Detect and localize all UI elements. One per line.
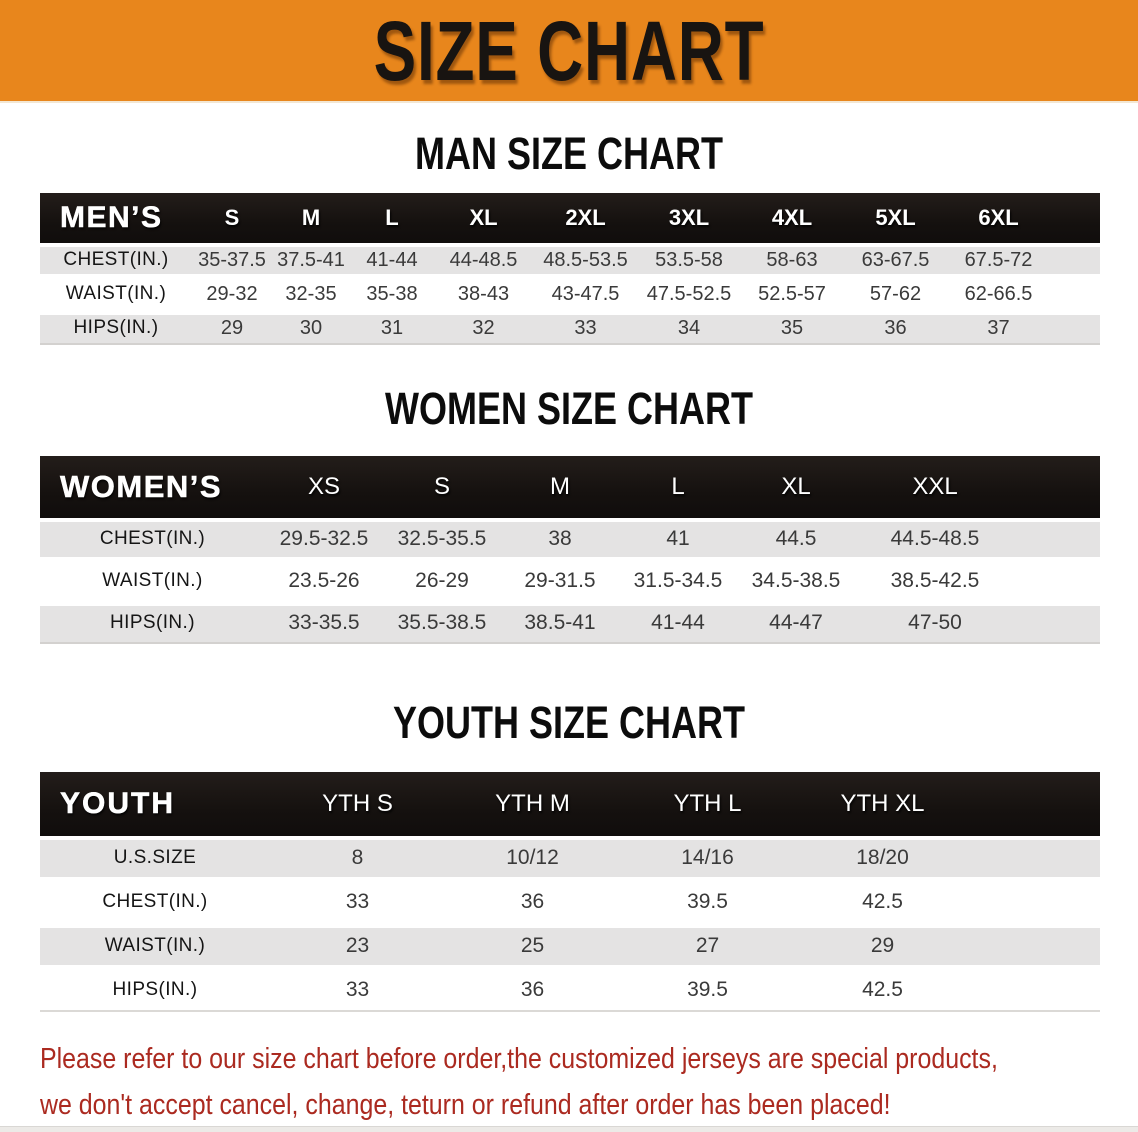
- spacer-cell: [970, 772, 1100, 836]
- size-cell: 18/20: [795, 836, 970, 880]
- row-label: HIPS(IN.): [40, 602, 265, 644]
- banner-title: SIZE CHART: [373, 3, 765, 98]
- size-cell: 67.5-72: [947, 243, 1050, 277]
- spacer-cell: [970, 880, 1100, 924]
- size-cell: 38.5-42.5: [855, 560, 1015, 602]
- size-cell: 41-44: [619, 602, 737, 644]
- size-cell: 30: [272, 311, 350, 345]
- spacer-cell: [970, 968, 1100, 1012]
- man-size-chart-section: [0, 128, 1138, 345]
- size-cell: 52.5-57: [740, 277, 844, 311]
- size-cell: 53.5-58: [638, 243, 740, 277]
- size-cell: 44.5: [737, 518, 855, 560]
- youth-header-row: [40, 772, 1100, 836]
- size-cell: 44-48.5: [434, 243, 533, 277]
- youth-ussize-row: [40, 836, 1100, 880]
- size-cell: 33-35.5: [265, 602, 383, 644]
- spacer-cell: [1015, 602, 1100, 644]
- size-cell: 62-66.5: [947, 277, 1050, 311]
- size-cell: 34.5-38.5: [737, 560, 855, 602]
- size-cell: 37.5-41: [272, 243, 350, 277]
- column-header: 6XL: [947, 193, 1050, 243]
- man-size-chart-heading: MAN SIZE CHART: [415, 128, 723, 179]
- row-label: U.S.SIZE: [40, 836, 270, 880]
- size-cell: 36: [445, 968, 620, 1012]
- column-header: L: [619, 456, 737, 518]
- column-header: YTH M: [445, 772, 620, 836]
- size-cell: 43-47.5: [533, 277, 638, 311]
- youth-category-header: YOUTH: [40, 772, 270, 836]
- spacer-cell: [1050, 243, 1100, 277]
- size-cell: 58-63: [740, 243, 844, 277]
- size-cell: 34: [638, 311, 740, 345]
- size-cell: 32: [434, 311, 533, 345]
- size-cell: 31.5-34.5: [619, 560, 737, 602]
- youth-size-chart-heading: YOUTH SIZE CHART: [392, 697, 745, 748]
- size-cell: 44-47: [737, 602, 855, 644]
- row-label: HIPS(IN.): [40, 968, 270, 1012]
- size-cell: 29-32: [192, 277, 272, 311]
- row-label: CHEST(IN.): [40, 243, 192, 277]
- size-cell: 25: [445, 924, 620, 968]
- size-cell: 23.5-26: [265, 560, 383, 602]
- size-cell: 39.5: [620, 968, 795, 1012]
- size-cell: 57-62: [844, 277, 947, 311]
- size-cell: 32.5-35.5: [383, 518, 501, 560]
- column-header: YTH L: [620, 772, 795, 836]
- size-cell: 36: [844, 311, 947, 345]
- size-cell: 29-31.5: [501, 560, 619, 602]
- size-cell: 23: [270, 924, 445, 968]
- spacer-cell: [1015, 560, 1100, 602]
- youth-waist-row: [40, 924, 1100, 968]
- disclaimer-line-2: we don't accept cancel, change, teturn or refund after order has been placed!: [40, 1089, 891, 1122]
- row-label: HIPS(IN.): [40, 311, 192, 345]
- men-hips-row: [40, 311, 1100, 345]
- size-cell: 47.5-52.5: [638, 277, 740, 311]
- column-header: YTH S: [270, 772, 445, 836]
- row-label: WAIST(IN.): [40, 277, 192, 311]
- size-cell: 29: [192, 311, 272, 345]
- row-label: CHEST(IN.): [40, 880, 270, 924]
- column-header: 4XL: [740, 193, 844, 243]
- column-header: XL: [434, 193, 533, 243]
- youth-size-chart-section: [0, 697, 1138, 1012]
- men-header-row: [40, 193, 1100, 243]
- size-cell: 41-44: [350, 243, 434, 277]
- youth-size-table: [40, 772, 1100, 1012]
- banner: [0, 0, 1138, 103]
- women-chest-row: [40, 518, 1100, 560]
- column-header: YTH XL: [795, 772, 970, 836]
- size-cell: 39.5: [620, 880, 795, 924]
- size-cell: 47-50: [855, 602, 1015, 644]
- size-cell: 29: [795, 924, 970, 968]
- column-header: S: [192, 193, 272, 243]
- size-cell: 31: [350, 311, 434, 345]
- spacer-cell: [1050, 311, 1100, 345]
- size-cell: 10/12: [445, 836, 620, 880]
- spacer-cell: [1015, 456, 1100, 518]
- spacer-cell: [1015, 518, 1100, 560]
- women-category-header: WOMEN’S: [40, 456, 265, 518]
- size-cell: 48.5-53.5: [533, 243, 638, 277]
- women-hips-row: [40, 602, 1100, 644]
- size-cell: 35.5-38.5: [383, 602, 501, 644]
- size-cell: 38.5-41: [501, 602, 619, 644]
- row-label: WAIST(IN.): [40, 560, 265, 602]
- column-header: XXL: [855, 456, 1015, 518]
- size-cell: 27: [620, 924, 795, 968]
- row-label: WAIST(IN.): [40, 924, 270, 968]
- size-cell: 33: [270, 880, 445, 924]
- column-header: S: [383, 456, 501, 518]
- row-label: CHEST(IN.): [40, 518, 265, 560]
- column-header: 5XL: [844, 193, 947, 243]
- size-cell: 42.5: [795, 880, 970, 924]
- size-cell: 41: [619, 518, 737, 560]
- size-cell: 35: [740, 311, 844, 345]
- column-header: XL: [737, 456, 855, 518]
- women-size-table: [40, 456, 1100, 644]
- size-cell: 37: [947, 311, 1050, 345]
- size-cell: 33: [533, 311, 638, 345]
- spacer-cell: [970, 924, 1100, 968]
- size-cell: 63-67.5: [844, 243, 947, 277]
- youth-hips-row: [40, 968, 1100, 1012]
- size-cell: 38: [501, 518, 619, 560]
- size-cell: 36: [445, 880, 620, 924]
- column-header: M: [501, 456, 619, 518]
- men-chest-row: [40, 243, 1100, 277]
- youth-chest-row: [40, 880, 1100, 924]
- spacer-cell: [1050, 193, 1100, 243]
- men-category-header: MEN’S: [40, 193, 192, 243]
- size-cell: 33: [270, 968, 445, 1012]
- size-cell: 42.5: [795, 968, 970, 1012]
- column-header: L: [350, 193, 434, 243]
- size-cell: 38-43: [434, 277, 533, 311]
- men-waist-row: [40, 277, 1100, 311]
- women-size-chart-section: [0, 383, 1138, 644]
- women-size-chart-heading: WOMEN SIZE CHART: [385, 383, 753, 434]
- size-cell: 44.5-48.5: [855, 518, 1015, 560]
- bottom-edge-strip: [0, 1126, 1138, 1132]
- column-header: XS: [265, 456, 383, 518]
- column-header: 3XL: [638, 193, 740, 243]
- size-cell: 14/16: [620, 836, 795, 880]
- size-cell: 35-37.5: [192, 243, 272, 277]
- size-cell: 35-38: [350, 277, 434, 311]
- order-disclaimer: [40, 1036, 998, 1129]
- women-waist-row: [40, 560, 1100, 602]
- women-header-row: [40, 456, 1100, 518]
- spacer-cell: [970, 836, 1100, 880]
- size-cell: 26-29: [383, 560, 501, 602]
- size-cell: 29.5-32.5: [265, 518, 383, 560]
- men-size-table: [40, 193, 1100, 345]
- column-header: 2XL: [533, 193, 638, 243]
- spacer-cell: [1050, 277, 1100, 311]
- column-header: M: [272, 193, 350, 243]
- disclaimer-line-1: Please refer to our size chart before order,the customized jerseys are special products,: [40, 1043, 998, 1075]
- size-cell: 32-35: [272, 277, 350, 311]
- size-cell: 8: [270, 836, 445, 880]
